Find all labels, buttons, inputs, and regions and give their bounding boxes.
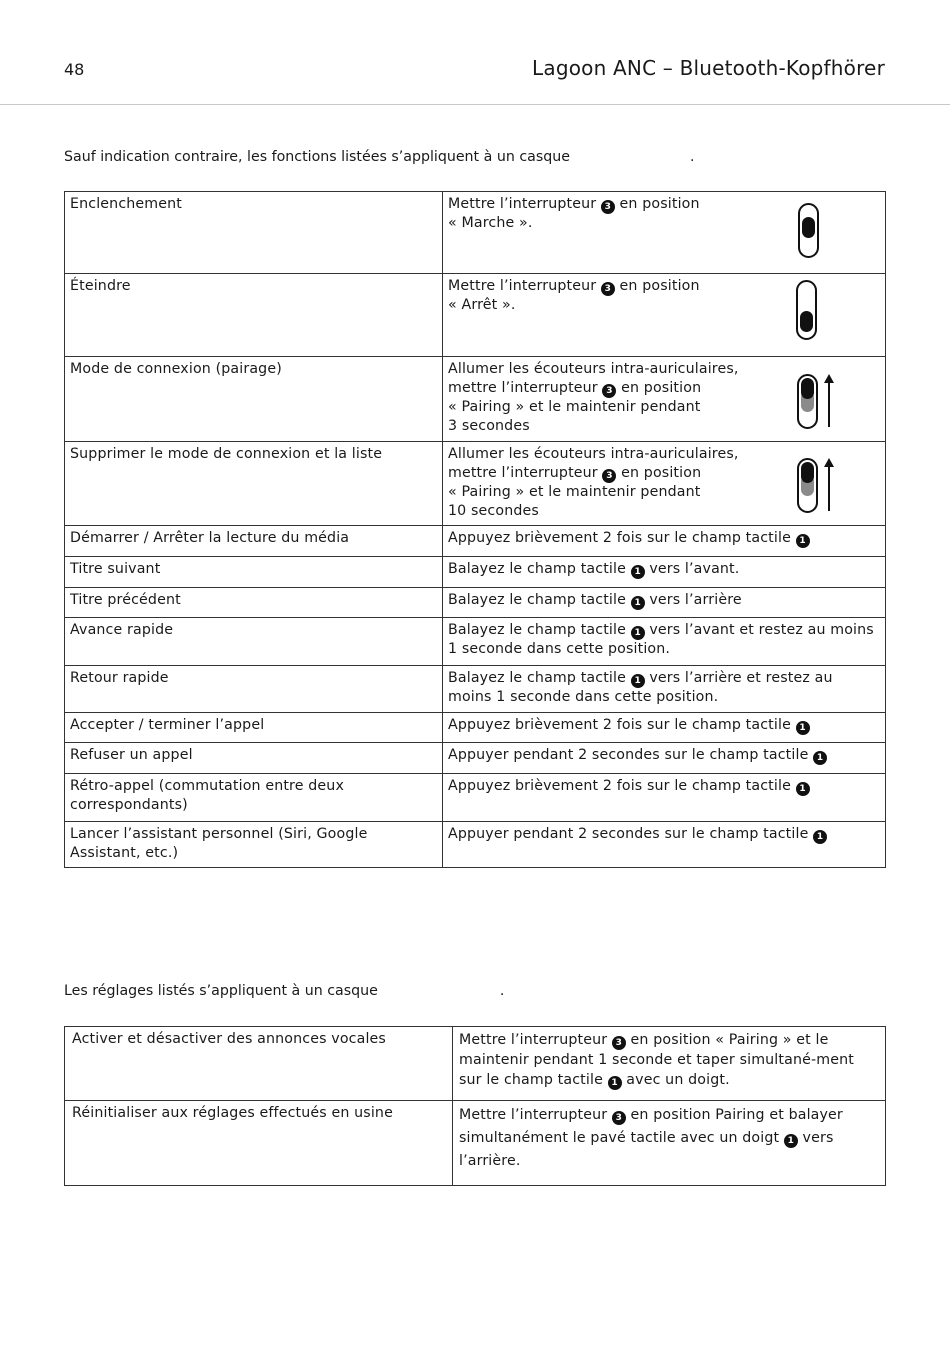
table-row (65, 557, 886, 588)
table-row (65, 774, 886, 822)
action-cell (453, 1101, 886, 1186)
switch-marker-icon: 3 (602, 384, 616, 398)
action-cell (443, 588, 886, 618)
action-text (448, 530, 810, 546)
table-row (65, 274, 886, 357)
function-cell: Avance rapide (65, 618, 443, 666)
section2-intro (64, 983, 504, 999)
function-cell: Démarrer / Arrêter la lecture du média (65, 526, 443, 557)
action-cell (443, 274, 886, 357)
action-text (459, 1032, 854, 1088)
touch-marker-icon: 1 (608, 1076, 622, 1090)
action-content (448, 277, 880, 315)
action-cell (443, 192, 886, 274)
action-text-part: en position Pairing et balayer simultanément le pavé tactile avec un doigt (459, 1107, 843, 1146)
action-text-part: Mettre l’interrupteur (448, 196, 597, 212)
function-cell: Refuser un appel (65, 743, 443, 774)
touch-marker-icon: 1 (796, 782, 810, 796)
functions-table (64, 191, 886, 868)
section2-intro-text: Les réglages listés s’appliquent à un casque (64, 983, 378, 999)
action-text-part: Balayez le champ tactile (448, 592, 626, 608)
action-text (448, 561, 739, 577)
action-cell (443, 774, 886, 822)
touch-marker-icon: 1 (631, 565, 645, 579)
touch-marker-icon: 1 (631, 674, 645, 688)
table-row (65, 1101, 886, 1186)
action-text-part: Mettre l’interrupteur (448, 278, 597, 294)
action-text-part: en position (614, 278, 700, 294)
action-cell (443, 557, 886, 588)
action-text-part: vers l’avant. (644, 561, 740, 577)
action-text (448, 592, 742, 608)
document-title: Lagoon ANC – Bluetooth-Kopfhörer (532, 56, 885, 80)
action-text-part: Allumer les écouteurs intra-auriculaires, (448, 361, 739, 377)
action-cell (443, 357, 886, 442)
table-row (65, 588, 886, 618)
section1-intro-end: . (689, 149, 695, 165)
touch-marker-icon: 1 (813, 830, 827, 844)
function-cell: Lancer l’assistant personnel (Siri, Google Assistant, etc.) (65, 822, 443, 868)
action-text-part: Appuyez brièvement 2 fois sur le champ tactile (448, 778, 791, 794)
action-text-part: en position (616, 380, 702, 396)
table-row (65, 822, 886, 868)
action-text (448, 622, 874, 657)
action-text-part: Mettre l’interrupteur (459, 1032, 608, 1048)
action-text (448, 670, 833, 705)
action-text-part: Balayez le champ tactile (448, 561, 626, 577)
table-row (65, 743, 886, 774)
action-text (448, 778, 810, 794)
action-text-part: « Pairing » et le maintenir pendant (448, 399, 701, 415)
action-text-part: mettre l’interrupteur (448, 380, 598, 396)
action-text-part: vers l’avant et restez au moins 1 seconde dans cette position. (448, 622, 874, 657)
function-cell: Retour rapide (65, 666, 443, 713)
touch-marker-icon: 1 (631, 626, 645, 640)
action-text (459, 1107, 843, 1169)
function-cell: Réinitialiser aux réglages effectués en usine (65, 1101, 453, 1186)
action-cell (443, 666, 886, 713)
action-text-part: « Arrêt ». (448, 297, 516, 313)
action-text-part: mettre l’interrupteur (448, 465, 598, 481)
action-text-part: « Marche ». (448, 215, 533, 231)
action-cell (443, 442, 886, 526)
table-row (65, 713, 886, 743)
table-row (65, 1027, 886, 1101)
table-row (65, 666, 886, 713)
action-text-part: en position (616, 465, 702, 481)
action-text (448, 747, 827, 763)
action-text-part: vers l’arrière. (459, 1130, 834, 1169)
action-cell (443, 618, 886, 666)
action-text-part: « Pairing » et le maintenir pendant (448, 484, 701, 500)
switch-marker-icon: 3 (601, 282, 615, 296)
touch-marker-icon: 1 (796, 534, 810, 548)
settings-table (64, 1026, 886, 1186)
function-cell: Éteindre (65, 274, 443, 357)
action-text-part: Balayez le champ tactile (448, 670, 626, 686)
touch-marker-icon: 1 (784, 1134, 798, 1148)
table-row (65, 192, 886, 274)
function-cell: Accepter / terminer l’appel (65, 713, 443, 743)
touch-marker-icon: 1 (796, 721, 810, 735)
action-text-part: 3 secondes (448, 418, 530, 434)
switch-marker-icon: 3 (601, 200, 615, 214)
switch-marker-icon: 3 (602, 469, 616, 483)
table-row (65, 526, 886, 557)
action-cell (443, 713, 886, 743)
function-cell: Activer et désactiver des annonces vocales (65, 1027, 453, 1101)
action-cell (443, 743, 886, 774)
table-row (65, 618, 886, 666)
switch-marker-icon: 3 (612, 1036, 626, 1050)
function-cell: Rétro-appel (commutation entre deux correspondants) (65, 774, 443, 822)
action-text-part: Appuyer pendant 2 secondes sur le champ tactile (448, 826, 809, 842)
action-text-part: vers l’arrière (644, 592, 742, 608)
action-text-part: Appuyer pendant 2 secondes sur le champ tactile (448, 747, 809, 763)
touch-marker-icon: 1 (631, 596, 645, 610)
action-text-part: Balayez le champ tactile (448, 622, 626, 638)
action-text-part: 10 secondes (448, 503, 539, 519)
action-content (448, 360, 880, 436)
section1-intro-text: Sauf indication contraire, les fonctions listées s’appliquent à un casque (64, 149, 570, 165)
action-text-part: en position « Pairing » et le maintenir pendant 1 seconde et taper simultané-ment sur le champ tactile (459, 1032, 854, 1088)
function-cell: Titre suivant (65, 557, 443, 588)
page-number: 48 (64, 60, 85, 79)
action-text (448, 826, 827, 842)
touch-marker-icon: 1 (813, 751, 827, 765)
action-content (448, 195, 880, 233)
action-text-part: Appuyez brièvement 2 fois sur le champ tactile (448, 717, 791, 733)
header-divider (0, 104, 950, 105)
action-text-part: Appuyez brièvement 2 fois sur le champ tactile (448, 530, 791, 546)
action-text-part: en position (614, 196, 700, 212)
function-cell: Mode de connexion (pairage) (65, 357, 443, 442)
action-cell (443, 822, 886, 868)
table-row (65, 357, 886, 442)
action-text-part: avec un doigt. (621, 1072, 730, 1088)
action-cell (443, 526, 886, 557)
action-content (448, 445, 880, 521)
action-text-part: Mettre l’interrupteur (459, 1107, 608, 1123)
function-cell: Enclenchement (65, 192, 443, 274)
function-cell: Supprimer le mode de connexion et la liste (65, 442, 443, 526)
action-text (448, 717, 810, 733)
switch-marker-icon: 3 (612, 1111, 626, 1125)
action-text-part: vers l’arrière et restez au moins 1 seconde dans cette position. (448, 670, 833, 705)
section2-intro-end: . (499, 983, 505, 999)
function-cell: Titre précédent (65, 588, 443, 618)
action-text-part: Allumer les écouteurs intra-auriculaires, (448, 446, 739, 462)
action-cell (453, 1027, 886, 1101)
table-row (65, 442, 886, 526)
section1-intro (64, 149, 694, 165)
